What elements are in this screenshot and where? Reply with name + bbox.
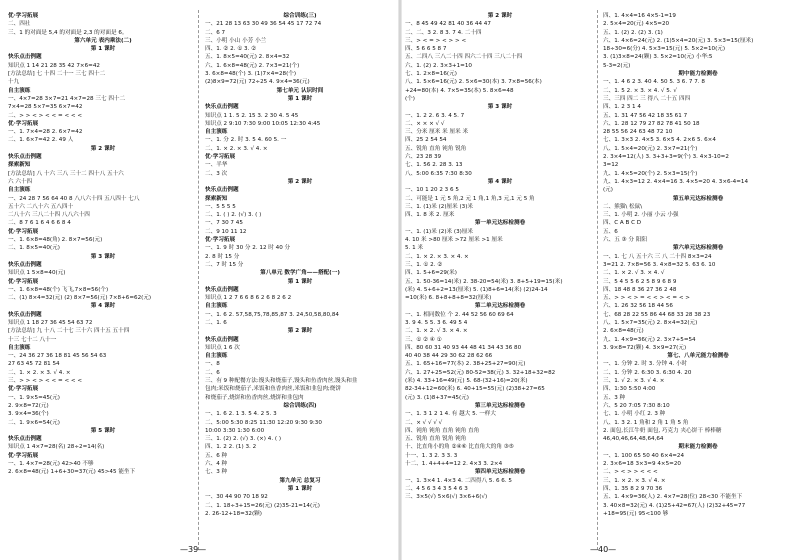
answer-line: 一、1. 4×7=28(元) 42>40 不够 <box>8 461 94 468</box>
answer-line: 八、1. 5×6=16(元) 2. 5×6=30(本) 3. 7×8=56(本) <box>405 79 542 86</box>
answer-line: 和烧茄子,烧饼和鱼香肉丝,烧饼和韭包肉 <box>205 394 304 401</box>
answer-line: 三、1. × 2. × 3. √ 4. × <box>603 477 666 484</box>
answer-line: 一、24 36 27 36 18 81 45 56 54 63 <box>8 353 107 360</box>
answer-line: 3. 40×8=32(元) 4. (1)25+42=67(人) (2)32+45=77 <box>603 502 746 509</box>
answer-line: 二、4 5 6 3 4 3 5 4 6 3 <box>405 485 468 492</box>
answer-line: 二、6 7 <box>205 29 226 36</box>
section-heading: 第二单元达标检测卷 <box>474 303 526 310</box>
subsection-label: 优·学习拓展 <box>205 237 236 244</box>
answer-line: 2. 3×4=12(人) 3. 3+3+3=9(个) 3. 4×3-10=2 <box>603 154 729 161</box>
answer-column-4 <box>603 12 793 540</box>
answer-line: 一、1. 分钟 2. 时 3. 分钟 4. 小时 <box>603 361 688 368</box>
answer-line: 二、熊猫\ 松鼠\ <box>603 203 643 210</box>
answer-line: 七、1. 56 2. 28 3. 13 <box>405 162 463 169</box>
answer-line: 二、1. 18÷3+15=26(元) (2)35-21=14(元) <box>205 502 320 509</box>
answer-line: 二、1. × 2. × 3. √ 4. × <box>205 145 268 152</box>
answer-line: 三、> < = > < > > < <box>405 37 467 44</box>
subsection-label: 自主演练 <box>205 303 228 310</box>
answer-line: 六、1. 4×6=24(元) 2. (1)5×4=20(元) 3. 5×3=15(厘米) <box>603 37 754 44</box>
subsection-label: 快乐点击例题 <box>8 54 42 61</box>
answer-line: 一、半华 <box>205 162 228 169</box>
answer-line: 一、1. 七 八 五十六 三 八 二十四 8×3=24 <box>603 253 712 260</box>
answer-line: 三、1. (1)米 (2)厘米 (3)米 <box>405 203 474 210</box>
answer-line: 知识点 1 5×8=40(元) <box>8 270 66 277</box>
answer-line: 一、24 28 7 56 64 40 8 八八六十四 五八四十 七八 <box>8 195 140 202</box>
answer-line: 二、8 7 6 1 6 4 6 6 8 4 <box>8 220 71 227</box>
answer-line: 一、30 44 90 70 18 92 <box>205 494 268 501</box>
answer-line: 2. 8 时 15 分 <box>205 253 240 260</box>
section-heading: 第 1 课时 <box>287 485 313 492</box>
answer-column-3 <box>405 12 595 540</box>
answer-line: 九、1. 4×3=12 2. 4×4=16 3. 4×5=20 4. 3×6-4=14 <box>603 178 748 185</box>
answer-line: 一、21 28 13 63 30 49 36 54 45 17 72 74 <box>205 21 322 28</box>
answer-line: [方法总结] 七 十四 二十一 三七 四十二 <box>8 71 106 78</box>
answer-line: 二、1. × 2. × 3. √ 4. × <box>8 369 71 376</box>
subsection-label: 优·学习拓展 <box>8 120 39 127</box>
answer-line: (元) 3. (1)8+37=45(元) <box>405 394 469 401</box>
answer-line: 六、五 ③ 分 阳阳 <box>603 237 647 244</box>
answer-line: 二、9 10 11 12 <box>205 228 247 235</box>
answer-line: 四、1:30 5:50 4:00 <box>603 386 656 393</box>
answer-line: 十九 <box>8 79 20 86</box>
subsection-label: 自主演练 <box>8 187 31 194</box>
answer-line: 二、5:00 5:30 8:25 11:30 12:20 9:30 9:30 <box>205 419 322 426</box>
answer-line: 七、1. 小明 小红 2. 3 种 <box>603 411 666 418</box>
answer-line: 7×4=28 5×7=35 6×7=42 <box>8 104 83 111</box>
section-heading: 第 2 课时 <box>287 328 313 335</box>
subsection-label: 自主演练 <box>8 87 31 94</box>
answer-line: 四、钝角 钝角 直角 钝角 直角 <box>405 427 480 434</box>
answer-line: 六、1. 27+25=52(元) 80-52=38(元) 3. 32+18+32=82 <box>405 369 556 376</box>
subsection-label: 快乐点击例题 <box>8 436 42 443</box>
answer-line: 四、1. 2 2. (1) 3. 2 <box>205 444 257 451</box>
answer-line: 五、3 种 <box>603 394 626 401</box>
answer-line: 六、5 20 7:05 7:30 8:10 <box>603 402 670 409</box>
answer-line: 三、1. ① 2. ② <box>405 261 443 268</box>
answer-line: 三、> > < > < < = < < < <box>8 378 83 385</box>
answer-line: 一、1. 4 6 2 3. 40 4. 50 5. 3 6. 7 7. 8 <box>603 79 705 86</box>
answer-line: 82-34+12=60(米) 6. 40+15=55(元) (2)38+27=65 <box>405 386 545 393</box>
answer-line: 一、1. 100 65 50 40 6×4=24 <box>603 452 685 459</box>
section-heading: 第 1 课时 <box>287 95 313 102</box>
subsection-label: 快乐点击例题 <box>205 187 239 194</box>
answer-line: 二、二、3 2. 8 3. 7 4. 二十四 <box>405 29 482 36</box>
answer-line: 知识点 1 18 27 36 45 54 63 72 <box>8 319 93 326</box>
answer-line: 八、5:00 6:35 7:30 8:30 <box>405 170 472 177</box>
subsection-label: 优·学习拓展 <box>8 386 39 393</box>
answer-line: 3. 9×8=72(颗) 4. 3×9=27(元) <box>603 344 687 351</box>
answer-line: 八、1. 3 2. 1 角和 2 角 1 角 5 角 <box>603 419 689 426</box>
answer-line: 28 55 56 24 63 48 72 10 <box>603 129 673 136</box>
answer-line: 六、1. (2) 2. 3×3+1=10 <box>405 62 472 69</box>
answer-line: 二、6 <box>205 369 220 376</box>
answer-line: +18=95(元) 95<100 够 <box>603 510 669 517</box>
answer-line: 五、1. 50-36=14(米) 2. 38-20=54(米) 3. 8+5+19=15(米) <box>405 278 563 285</box>
answer-line: 5-3=2(元) <box>603 62 631 69</box>
answer-line: (个) <box>405 95 415 102</box>
answer-line: 五、1. 65+16=77(本) 2. 38+25+27=90(元) <box>405 361 526 368</box>
answer-line: 五、锐角 直角 钝角 锐角 <box>405 145 467 152</box>
answer-line: 四、1. 4×4=16 4×5-1=19 <box>603 13 676 19</box>
answer-line: 一、1. 3 1 2 1 4. 有 越大 5. 一样大 <box>405 411 496 418</box>
answer-line: [方法总结] 九 十八 二十七 三十六 四十五 五十四 <box>8 328 130 335</box>
answer-column-2 <box>205 12 395 540</box>
answer-line: (2)8×9=72(元) 72÷25 4. 9×4=36(元) <box>205 79 310 86</box>
section-heading: 第 2 课时 <box>287 178 313 185</box>
answer-line: 六、1. 6×8=48(元) 2. 7×3=21(个) <box>205 62 300 69</box>
answer-line: 3. 6×8=48(个) 3. (1)7×4=28(个) <box>205 71 297 78</box>
answer-line: 3. (1)3×8=24(颗) 3. 5×2=10(元) 小华:5 <box>603 54 713 61</box>
answer-line: 三、有 9 种配餐方法:馒头和烧茄子,馒头和鱼香肉丝,馒头和韭 <box>205 378 358 385</box>
section-heading: 第六单元 表内乘法(二) <box>74 37 132 44</box>
answer-line: 六、4 种 <box>205 461 228 468</box>
answer-line: 包肉;米饭和烧茄子,米饭和鱼香肉丝,米饭和韭包肉;烧饼 <box>205 386 341 393</box>
answer-line: =10(米) 6. 8+8+8+8=32(厘米) <box>405 295 492 302</box>
answer-line: 九、1. 4×5=20(个) 2. 5×3=15(个) <box>603 170 698 177</box>
subsection-label: 快乐点击例题 <box>205 104 239 111</box>
answer-line: 四、1. ② 2. ① 3. ② <box>205 46 257 53</box>
subsection-label: 快乐点击例题 <box>8 154 42 161</box>
answer-line: 一、1. 分 2. 时 3. 5 4. 60 5. 一 <box>205 137 287 144</box>
answer-line: (米) 4. 33+16=49(元) 5. 68-(32+16)=20(米) <box>405 378 528 385</box>
answer-line: 2. 9×8=72(元) <box>8 402 49 409</box>
answer-line: 五、6 <box>603 228 618 235</box>
answer-line: 10:00 3:30 1:30 6:00 <box>205 427 265 434</box>
answer-line: 4. 10 米 >80 厘米 >72 厘米 >1 厘米 <box>405 237 503 244</box>
answer-line: 三、三四 四二 三 得八 二十五 四四 <box>603 95 691 102</box>
answer-line: 二、1. 分钟 2. 6:30 3. 6:30 4. 20 <box>603 369 692 376</box>
section-heading: 第四单元达标检测卷 <box>474 469 526 476</box>
answer-line: 三、1. (2) 2. (√) 3. (×) 4. ( ) <box>205 436 282 443</box>
section-heading: 第 1 课时 <box>90 46 116 53</box>
page-fold <box>398 0 402 560</box>
answer-line: 四、1. 5+6=29(米) <box>405 270 457 277</box>
section-heading: 期中能力检测卷 <box>678 71 718 78</box>
section-heading: 第 2 课时 <box>487 13 513 19</box>
answer-line: 四、25 2 54 54 <box>405 137 447 144</box>
answer-line: 一、10 1 20 2 3 6 5 <box>405 187 459 194</box>
answer-line: 二、> < > > < < < <box>603 469 658 476</box>
answer-line: 2. 6×8=48(元) 1+6+30=37(元) 45>45 能坐下 <box>8 469 136 476</box>
answer-line: 五十六 二八十六 五八四十 <box>8 203 74 210</box>
answer-line: 一、1. (1)米 (2)米 (3)厘米 <box>405 228 474 235</box>
subsection-label: 自主演练 <box>8 344 31 351</box>
answer-line: 三、5 4 5 5 6 2 5 8 9 6 8 9 <box>603 278 677 285</box>
answer-line: 五、锐角 直角 锐角 钝角 <box>405 436 467 443</box>
answer-line: 六、1. 28 12 79 27 82 78 41 50 18 <box>603 120 700 127</box>
answer-line: 七、68 28 22 55 86 44 68 33 28 38 23 <box>603 311 711 318</box>
answer-line: 二、× √ √ √ √ <box>405 419 443 426</box>
answer-line: 二、可能是 1 元 5 角,2 元 1 角,1 角,3 元,1 元 5 角 <box>405 195 535 202</box>
answer-line: 七、1. 3×3 2. 4×5 3. 6×5 4. 2×6 5. 6×4 <box>603 137 716 144</box>
subsection-label: 优·学习拓展 <box>8 452 39 459</box>
section-heading: 第五单元达标检测卷 <box>672 195 724 202</box>
answer-line: 知识点 1 1. 5 2. 15 3. 2 30 4. 5 45 <box>205 112 299 119</box>
answer-line: 知识点 1 2 7 6 6 8 6 2 6 8 2 6 2 <box>205 295 292 302</box>
answer-line: 二、1. 6 <box>205 319 227 326</box>
answer-line: 四、C A B C D <box>603 220 642 227</box>
answer-line: 十、比直角小的角 ②④⑥ 比直角大的角 ③⑤ <box>405 444 514 451</box>
answer-line: 3=12 <box>603 162 619 169</box>
answer-line: 二、(1) 8×4=32(元) (2) 8×7=56(元) 7×8+6=62(元) <box>8 295 152 302</box>
answer-line: (元) <box>603 187 613 194</box>
answer-line: 五、> > < > = < < > < = < > <box>603 295 690 302</box>
answer-line: 四、18 48 8 36 27 36 2 48 <box>603 286 677 293</box>
section-heading: 第 2 课时 <box>90 145 116 152</box>
answer-line: 二、3 次 <box>205 170 228 177</box>
answer-line: (米) 4. 5+6+2=13(厘米) 5. (1)8+6=14(米) (2)24-14 <box>405 286 548 293</box>
section-heading: 第六单元达标检测卷 <box>672 245 724 252</box>
answer-line: 3. 9 4. 5 5. 3 6. 49 5 4 <box>405 319 468 326</box>
answer-line: 二、1. 9×6=54(元) <box>8 419 60 426</box>
answer-line: 五、1. 8×5=40(元) 2. 8×4=32 <box>205 54 290 61</box>
section-heading: 第三单元达标检测卷 <box>474 402 526 409</box>
answer-line: 二、1. 8×5=40(元) <box>8 245 60 252</box>
answer-line: 四、1. 35 8 2 9 70 36 <box>603 485 663 492</box>
answer-line: 七、3 种 <box>205 469 228 476</box>
answer-line: 二、1. ( ) 2. (√) 3. ( ) <box>205 212 262 219</box>
subsection-label: 优·学习拓展 <box>8 13 39 19</box>
answer-line: 七、1. 2×8=16(元) <box>405 71 457 78</box>
column-divider <box>198 10 199 550</box>
section-heading: 综合训练(三) <box>283 13 317 19</box>
answer-line: 五、1. 4×9=36(人) 2. 4×7=28(位) 28<30 不能坐下 <box>603 494 743 501</box>
page-number-right: —40— <box>590 545 617 554</box>
answer-line: 四、80 60 31 40 93 44 48 41 34 43 36 80 <box>405 344 522 351</box>
answer-line: 八、1. 5×4=20(元) 2. 3×7=21(个) <box>603 145 698 152</box>
subsection-label: 快乐点击例题 <box>8 311 42 318</box>
subsection-label: 自主演练 <box>205 129 228 136</box>
answer-line: 27 63 45 72 81 54 <box>8 361 60 368</box>
answer-line: 八、1. 5×7=35(元) 2. 8×4=32(元) <box>603 319 698 326</box>
answer-line: 五、1. (2) 2. (2) 3. (1) <box>603 29 663 36</box>
section-heading: 第七单元 认识时间 <box>276 87 324 94</box>
answer-line: 二八十六 三八二十四 八八六十四 <box>8 212 90 219</box>
answer-line: 一、1. 6×8=48(角) 2. 8×7=56(元) <box>8 237 103 244</box>
answer-column-1 <box>8 12 198 540</box>
answer-line: 五、二四八 三八二十四 四六二十四 三八二十四 <box>405 54 523 61</box>
section-heading: 综合训练(四) <box>283 402 317 409</box>
subsection-label: 探索新知 <box>205 195 228 202</box>
answer-line: 二、> > < > < < = < < < <box>8 112 83 119</box>
answer-line: 四、1. 2 3 1 4 <box>603 104 641 111</box>
answer-line: 三、分米 厘米 米 厘米 米 <box>405 129 469 136</box>
answer-line: 一、1. 6 2. 57,58,75,78,85,87 3. 24,50,58,80,84 <box>205 311 339 318</box>
answer-line: 知识点 2 9:10 7:30 9:00 10:05 12:30 4:45 <box>205 120 321 127</box>
answer-line: 三、1 的对面是 5,4 的对面是 2,3 的对面是 6。 <box>8 29 128 36</box>
answer-line: 一、1. 3×4 1. 4×3 4. 二四得八 5. 6 6. 5 <box>405 477 512 484</box>
subsection-label: 自主演练 <box>205 353 228 360</box>
answer-line: 三、小明 小山 小芳 小兰 <box>205 37 267 44</box>
answer-line: 一、1. 6×8=48(个) 飞飞,7×8=56(个) <box>8 286 109 293</box>
subsection-label: 优·学习拓展 <box>8 278 39 285</box>
answer-line: 40 40 38 44 29 30 62 28 62 66 <box>405 353 493 360</box>
answer-line: 5. 1 米 <box>405 245 424 252</box>
subsection-label: 优·学习拓展 <box>205 154 236 161</box>
answer-line: +24=80(本) 4. 7×5=35(本) 5. 8×6=48 <box>405 87 514 94</box>
answer-line: 一、1. 2 2. 6 3. 4 5. 7 <box>405 112 465 119</box>
answer-line: 一、8 45 49 42 81 40 36 44 47 <box>405 21 491 28</box>
subsection-label: 探索新知 <box>8 162 31 169</box>
answer-line: 三、1. √ 2. × 3. √ 4. × <box>603 378 665 385</box>
answer-line: 六、1. 26 32 56 18 44 56 <box>603 303 673 310</box>
answer-line: 18÷30=6(分) 4. 5×3=15(元) 5. 5×2=10(元) <box>603 46 726 53</box>
answer-line: 3=21 2. 7×8=56 3. 4×8=32 5. 63 6. 10 <box>603 261 716 268</box>
answer-line: 五、6 种 <box>205 452 228 459</box>
answer-line: 一、1. 6 2. 1 3. 5 4. 2 5. 3 <box>205 411 277 418</box>
answer-line: 十二、1. 4+4+4=12 2. 4×3 3. 2×4 <box>405 461 503 468</box>
answer-line: 2. 3×6=18 3×3=9 4×5=20 <box>603 461 681 468</box>
section-heading: 第八单元 数学广角——搭配(一) <box>260 270 340 277</box>
answer-line: 二、1. × 2. √ 3. × 4. × <box>405 328 468 335</box>
answer-line: 一、7 30 7 45 <box>205 220 243 227</box>
subsection-label: 快乐点击例题 <box>8 261 42 268</box>
answer-line: 二、1. × 2. × 3. × 4. × <box>405 253 469 260</box>
answer-line: 二、1. 6×7=42 2. 49 人 <box>8 137 74 144</box>
answer-line: 一、8 <box>205 361 220 368</box>
subsection-label: 优·学习拓展 <box>8 228 39 235</box>
section-heading: 第 5 课时 <box>90 427 116 434</box>
answer-line: 知识点 1 4×7=28(名) 28÷2=14(名) <box>8 444 105 451</box>
section-heading: 第 1 课时 <box>287 278 313 285</box>
answer-line: 2. 5×4=20(元) 4×5=20 <box>603 21 670 28</box>
column-divider <box>597 10 598 550</box>
answer-line: 二、× × × √ √ <box>405 120 445 127</box>
answer-line: 二、1. 5 2. × 3. × 4. √ 5. √ <box>603 87 677 94</box>
answer-line: 二、7 时 15 分 <box>205 261 244 268</box>
answer-line: 一、1. 9×5=45(元) <box>8 394 60 401</box>
answer-line: 46,40,46,64,48,64,64 <box>603 436 664 443</box>
answer-line: 一、5 5 5 5 <box>205 203 236 210</box>
answer-line: 二、四社 <box>8 21 31 28</box>
section-heading: 第七、八单元能力检测卷 <box>667 353 729 360</box>
answer-line: 十三 七十二 八十一 <box>8 336 57 343</box>
answer-line: 知识点 1 14 21 28 35 42 7×6=42 <box>8 62 100 69</box>
answer-line: 2. 面包,长江牛奶 面包, 巧克力 夹心饼干 棒棒糖 <box>603 427 722 434</box>
answer-line: 3. 9×4=36(个) <box>8 411 49 418</box>
section-heading: 期末能力检测卷 <box>678 444 718 451</box>
answer-line: 一、1. 9 时 30 分 2. 12 时 40 分 <box>205 245 291 252</box>
answer-line: 三、3×5(√) 5×6(√) 3×6+6(√) <box>405 494 488 501</box>
section-heading: 第 4 课时 <box>487 178 513 185</box>
answer-line: 六 六十四 <box>8 178 33 185</box>
answer-line: 四、1. 8 米 2. 厘米 <box>405 212 455 219</box>
page-number-left: —39— <box>180 545 207 554</box>
answer-line: 2. 6×8=48(元) <box>603 328 644 335</box>
answer-line: 一、1. 7×4=28 2. 6×7=42 <box>8 129 83 136</box>
subsection-label: 快乐点击例题 <box>205 336 239 343</box>
answer-line: 一、1. 相同数位 个 2. 44 52 56 60 69 64 <box>405 311 514 318</box>
answer-line: 一、4×7=28 3×7=21 4×7=28 三七 四十二 <box>8 95 126 102</box>
answer-line: 三、① ② ④ ① <box>405 336 442 343</box>
answer-line: 五、1. 31 47 56 42 18 35 61 7 <box>603 112 688 119</box>
section-heading: 第一单元达标检测卷 <box>474 220 526 227</box>
section-heading: 第 4 课时 <box>90 303 116 310</box>
answer-line: 知识点 1 6 次 <box>205 344 240 351</box>
section-heading: 第 3 课时 <box>487 104 513 111</box>
subsection-label: 快乐点击例题 <box>205 286 239 293</box>
answer-line: 2. 26-12+18=32(颗) <box>205 510 262 517</box>
section-heading: 第九单元 总复习 <box>279 477 321 484</box>
answer-line: 九、1. 4×9=36(元) 2. 3×7+5=54 <box>603 336 696 343</box>
answer-line: 十一、1. 3 2. 3 3. 3 <box>405 452 458 459</box>
answer-line: 二、1. × 2. √ 3. × 4. √ <box>603 270 665 277</box>
answer-line: 四、5 6 6 5 8 7 <box>405 46 447 53</box>
section-heading: 第 3 课时 <box>90 253 116 260</box>
answer-line: 三、1. 小明 2. 小丽 小云 小强 <box>603 212 679 219</box>
answer-line: [方法总结] 八 十六 三八 三十二 四十八 五十六 <box>8 170 124 177</box>
answer-line: 六、23 28 39 <box>405 154 442 161</box>
